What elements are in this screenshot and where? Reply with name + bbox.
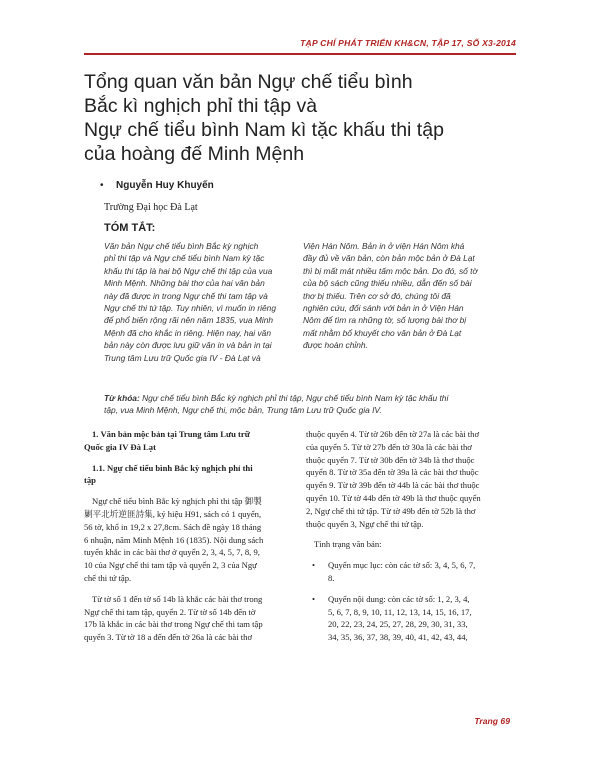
subsection-heading: tập xyxy=(84,475,96,486)
abstract-line: được hoàn chỉnh. xyxy=(303,340,368,351)
bullet-icon: • xyxy=(100,180,104,191)
keywords-text: tập, vua Minh Mệnh, Ngự chế thi, mộc bản, Trung tâm Lưu trữ Quốc gia IV. xyxy=(104,405,382,416)
abstract-line: Minh Mệnh. Những bài thơ của hai văn bản xyxy=(104,278,265,289)
body-line: 2, Ngự chế thi tứ tập. Từ tờ 49b đến tờ 52b là thơ xyxy=(306,505,476,516)
abstract-line: thơ bị thiếu. Trên cơ sở đó, chúng tôi đã xyxy=(303,290,451,301)
abstract-line: Mệnh đã cho khắc in riêng. Hiện nay, hai văn xyxy=(104,327,271,338)
keywords xyxy=(104,392,504,417)
bullet-text: 8. xyxy=(328,572,335,583)
body-line: quyển 9. Từ tờ 39b đến tờ 44b là các bài thơ thuộc xyxy=(306,480,480,491)
title-line: Ngự chế tiểu bình Nam kì tặc khấu thi tập xyxy=(84,119,444,141)
abstract-line: này đã được in trong Ngự chế thi tam tập và xyxy=(104,290,268,301)
title-line: của hoàng đế Minh Mệnh xyxy=(84,143,305,165)
body-line: thuộc quyển 4. Từ tờ 26b đến tờ 27a là các bài thơ xyxy=(306,429,480,439)
bullet-text: Quyển nội dung: còn các tờ số: 1, 2, 3, 4, xyxy=(328,593,470,604)
body-line: quyển 10. Từ tờ 44b đến tờ 49b là thơ thuộc quyển xyxy=(306,492,481,503)
page-number: Trang 69 xyxy=(474,716,510,726)
body-line: 10 của Ngự chế thi tam tập và quyển 2, 3 của Ngự xyxy=(84,560,257,571)
title-line: Tổng quan văn bản Ngự chế tiểu bình xyxy=(84,71,413,93)
abstract-line: Văn bản Ngự chế tiểu bình Bắc kỳ nghịch xyxy=(104,241,259,251)
bullet-icon: • xyxy=(312,593,316,604)
status-label: Tình trạng văn bản: xyxy=(314,539,382,550)
abstract-line: thì bị mất mát nhiều tấm mộc bản. Do đó, số tờ xyxy=(303,265,478,276)
body-line: thuộc quyển 3, Ngự chế thi tứ tập. xyxy=(306,518,424,529)
bullet-text: 20, 22, 23, 24, 25, 27, 28, 29, 30, 31, 33, xyxy=(328,619,468,630)
body-line: thuộc quyển 7. Từ tờ 30b đến tờ 34b là thơ thuộc xyxy=(306,454,475,465)
body-line: của quyển 5. Từ tờ 27b đến tờ 30a là các bài thơ xyxy=(306,441,472,452)
body-line: Từ tờ số 1 đến tờ số 14b là khắc các bài thơ trong xyxy=(92,593,263,604)
author xyxy=(100,180,214,191)
abstract-line: mất nhằm bổ khuyết cho văn bản ở Đà Lạt xyxy=(303,327,462,338)
bullet-text: Quyển mục lục: còn các tờ số: 3, 4, 5, 6, 7, xyxy=(328,560,476,571)
keywords-text: Ngự chế tiểu bình Bắc kỳ nghịch phỉ thi tập, Ngự chế tiểu bình Nam kỳ tặc khấu thi xyxy=(142,393,449,403)
body-line: quyển 3. Từ tờ 18 a đến đến tờ 26a là các bài thơ xyxy=(84,632,252,643)
article-title xyxy=(84,70,524,166)
bullet-icon: • xyxy=(312,560,316,571)
section-heading: Quốc gia IV Đà Lạt xyxy=(84,441,156,452)
body-line: 56 tờ, khổ in 19,2 x 27,8cm. Sách đề ngày 18 tháng xyxy=(84,521,262,532)
body-line: quyển 8. Từ tờ 35a đến tờ 39a là các bài thơ thuộc xyxy=(306,467,479,478)
keywords-label: Từ khóa: xyxy=(104,393,140,403)
subsection-heading: 1.1. Ngự chế tiểu bình Bắc kỳ nghịch phỉ thi xyxy=(92,462,253,473)
bullet-text: 5, 6, 7, 8, 9, 10, 11, 12, 13, 14, 15, 16, 17, xyxy=(328,606,472,617)
author-affiliation: Trường Đại học Đà Lạt xyxy=(104,202,198,213)
abstract-right-column xyxy=(303,240,488,352)
abstract-left-column xyxy=(104,240,289,364)
body-left-column xyxy=(84,428,290,644)
journal-header: TẠP CHÍ PHÁT TRIỂN KH&CN, TẬP 17, SỐ X3-2014 xyxy=(300,38,516,48)
abstract-line: để phổ biến rộng rãi nên năm 1835, vua Minh xyxy=(104,315,274,326)
abstract-line: Viện Hán Nôm. Bản in ở viện Hán Nôm khá xyxy=(303,241,465,251)
abstract-line: Nôm để tìm ra những tờ, số lượng bài thơ bị xyxy=(303,315,467,326)
body-line: 剿平北圻逆匪詩集, ký hiệu H91, sách có 1 quyển, xyxy=(84,508,262,519)
abstract-line: của bộ sách cũng thiếu nhiều, dẫn đến số bài xyxy=(303,278,472,289)
header-rule xyxy=(84,53,516,55)
abstract-line: đầy đủ về văn bản, còn bản mộc bản ở Đà Lạt xyxy=(303,253,475,264)
title-line: Bắc kì nghịch phỉ thi tập và xyxy=(84,95,318,117)
body-line: Ngự chế tiểu bình Bắc kỳ nghịch phỉ thi tập 御製 xyxy=(92,496,262,507)
abstract-line: nghiên cứu, đối sánh với bản in ở Viện Hán xyxy=(303,303,464,314)
author-name: Nguyễn Huy Khuyến xyxy=(116,180,214,191)
abstract-line: khấu thi tập là hai bộ Ngự chế thi tập của vua xyxy=(104,265,273,276)
abstract-line: bản này còn được lưu giữ văn in và bản in tại xyxy=(104,340,272,351)
abstract-heading: TÓM TẮT: xyxy=(104,222,156,234)
body-line: 6 nhuận, năm Minh Mệnh 16 (1835). Nội dung sách xyxy=(84,534,264,545)
bullet-text: 34, 35, 36, 37, 38, 39, 40, 41, 42, 43, 44, xyxy=(328,632,468,643)
body-line: 17b là khắc in các bài thơ trong Ngự chế thi tam tập xyxy=(84,619,263,630)
body-line: tuyển khắc in các bài thơ ở quyển 2, 3, 4, 5, 7, 8, 9, xyxy=(84,547,260,558)
abstract-line: Ngự chế thi tứ tập. Tuy nhiên, vì muốn in riêng xyxy=(104,303,276,314)
body-line: chế thi tứ tập. xyxy=(84,572,132,583)
abstract-line: Trung tâm Lưu trữ Quốc gia IV - Đà Lạt và xyxy=(104,352,261,363)
section-heading: 1. Văn bản mộc bản tại Trung tâm Lưu trữ xyxy=(92,429,250,439)
body-line: Ngự chế thi tam tập, quyển 2. Từ tờ số 14b đến tờ xyxy=(84,606,256,617)
abstract-line: phỉ thi tập và Ngự chế tiểu bình Nam kỳ tặc xyxy=(104,253,265,264)
body-right-column xyxy=(306,428,512,644)
